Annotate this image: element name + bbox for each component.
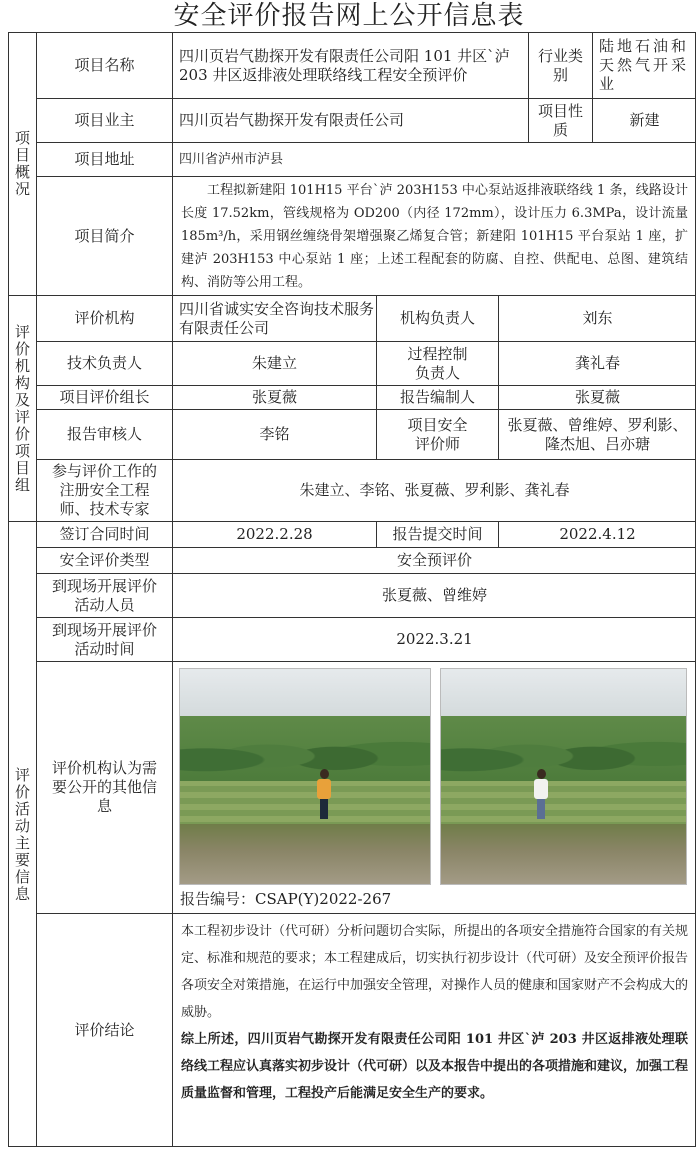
evaluators-value: 张夏薇、曾维婷、罗利影、隆杰旭、吕亦瑭 xyxy=(498,409,696,459)
org-label: 评价机构 xyxy=(36,295,172,341)
nature-label: 项目性质 xyxy=(528,98,592,142)
submit-time-value: 2022.4.12 xyxy=(498,521,696,547)
project-name-label: 项目名称 xyxy=(36,32,172,98)
conclusion-paragraph-2: 综上所述，四川页岩气勘探开发有限责任公司阳 101 井区`泸 203 井区返排液处理联络线工程应认真落实初步设计（代可研）以及本报告中提出的各项措施和建议，加强工程质量监督和管理，工程投产后能满足安全生产的要求。 xyxy=(181,1032,689,1101)
section-activity: 评价活动主要信息 xyxy=(8,521,36,1147)
process-head-label: 过程控制负责人 xyxy=(376,341,498,385)
site-staff-label: 到现场开展评价活动人员 xyxy=(36,573,172,617)
conclusion-paragraph-1: 本工程初步设计（代可研）分析问题切合实际，所提出的各项安全措施符合国家的有关规定、标准和规范的要求；本工程建成后，切实执行初步设计（代可研）及安全预评价报告各项安全对策措施，在运行中加强安全管理，对操作人员的健康和国家财产不会构成大的威胁。 xyxy=(181,924,689,1020)
leader-value: 张夏薇 xyxy=(172,385,376,409)
conclusion-label: 评价结论 xyxy=(36,913,172,1147)
owner-label: 项目业主 xyxy=(36,98,172,142)
site-photo-2 xyxy=(440,668,687,885)
section-overview: 项目概况 xyxy=(8,32,36,295)
org-head-value: 刘东 xyxy=(498,295,696,341)
page-title: 安全评价报告网上公开信息表 xyxy=(173,1,525,31)
address-value: 四川省泸州市泸县 xyxy=(172,142,696,176)
person-figure xyxy=(534,769,548,821)
site-staff-value: 张夏薇、曾维婷 xyxy=(172,573,696,617)
contract-time-value: 2022.2.28 xyxy=(172,521,376,547)
eval-type-label: 安全评价类型 xyxy=(36,547,172,573)
site-time-label: 到现场开展评价活动时间 xyxy=(36,617,172,661)
submit-time-label: 报告提交时间 xyxy=(376,521,498,547)
tech-head-value: 朱建立 xyxy=(172,341,376,385)
project-name: 四川页岩气勘探开发有限责任公司阳 101 井区`泸 203 井区返排液处理联络线工程安全预评价 xyxy=(172,32,528,98)
intro-label: 项目简介 xyxy=(36,176,172,295)
compiler-value: 张夏薇 xyxy=(498,385,696,409)
owner-value: 四川页岩气勘探开发有限责任公司 xyxy=(172,98,528,142)
experts-value: 朱建立、李铭、张夏薇、罗利影、龚礼春 xyxy=(172,459,696,521)
address-label: 项目地址 xyxy=(36,142,172,176)
evaluators-label: 项目安全评价师 xyxy=(376,409,498,459)
intro-text: 工程拟新建阳 101H15 平台`泸 203H153 中心泵站返排液联络线 1 条，线路设计长度 17.52km，管线规格为 OD200（内径 172mm），设计压力 6.3MPa，设计流量 185m³/h，采用钢丝缠绕骨架增强聚乙烯复合管；新建阳 101H15 平台泵站 1 座，扩建泸 203H153 中心泵站 1 座；上述工程配套的防腐、自控、供配电、总图、建筑结构、消防等公用工程。 xyxy=(172,176,696,295)
other-info-label: 评价机构认为需要公开的其他信息 xyxy=(36,661,172,913)
eval-type-value: 安全预评价 xyxy=(172,547,696,573)
section-agency: 评价机构及评价项目组 xyxy=(8,295,36,521)
industry-label: 行业类别 xyxy=(528,32,592,98)
conclusion-cell xyxy=(172,913,696,1147)
nature-value: 新建 xyxy=(592,98,696,142)
industry-value: 陆地石油和天然气开采业 xyxy=(592,32,696,98)
experts-label: 参与评价工作的注册安全工程师、技术专家 xyxy=(36,459,172,521)
org-value: 四川省诚实安全咨询技术服务有限责任公司 xyxy=(172,295,376,341)
org-head-label: 机构负责人 xyxy=(376,295,498,341)
person-figure xyxy=(317,769,331,821)
reviewer-value: 李铭 xyxy=(172,409,376,459)
tech-head-label: 技术负责人 xyxy=(36,341,172,385)
site-time-value: 2022.3.21 xyxy=(172,617,696,661)
compiler-label: 报告编制人 xyxy=(376,385,498,409)
reviewer-label: 报告审核人 xyxy=(36,409,172,459)
process-head-value: 龚礼春 xyxy=(498,341,696,385)
site-photo-1 xyxy=(179,668,431,885)
contract-time-label: 签订合同时间 xyxy=(36,521,172,547)
report-number: 报告编号：CSAP(Y)2022-267 xyxy=(180,890,392,908)
leader-label: 项目评价组长 xyxy=(36,385,172,409)
